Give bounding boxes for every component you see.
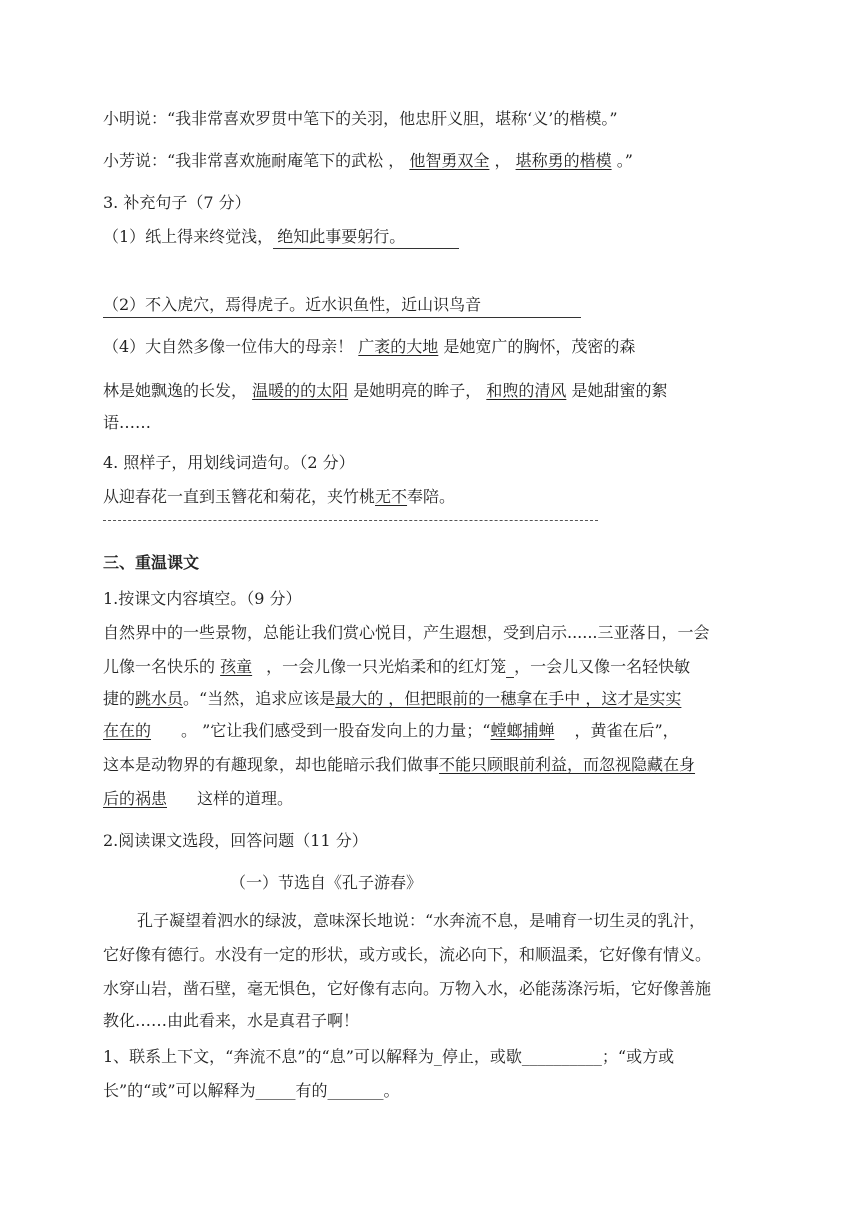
passage-text: 。“当然，追求应该是 bbox=[183, 689, 336, 708]
answer-blank: 孩童 bbox=[220, 657, 253, 676]
reading-line-2: 它好像有德行。水没有一定的形状，或方或长，流必向下，和顺温柔，它好像有情义。 bbox=[103, 945, 712, 964]
passage-text: ，一会儿像一只光焰柔和的红灯笼 bbox=[266, 657, 507, 676]
answer-blank: 温暖的的太阳 bbox=[252, 381, 349, 400]
passage-text: 。 ”它让我们感受到一股奋发向上的力量；“ bbox=[181, 721, 491, 740]
example-text: 从迎春花一直到玉簪花和菊花，夹竹桃 bbox=[103, 487, 376, 506]
prompt-text: 是她明亮的眸子， bbox=[353, 381, 482, 400]
answer-blank: 螳螂捕蝉 bbox=[490, 721, 555, 740]
prompt-text: （1）纸上得来终觉浅， bbox=[103, 227, 274, 246]
reading-line-3: 水穿山岩，凿石壁，毫无惧色，它好像有志向。万物入水，必能荡涤污垢，它好像善施 bbox=[103, 979, 712, 998]
passage-text: ，黄雀在后”， bbox=[574, 721, 679, 740]
answer-blank: 最大的 ，但把眼前的一穗拿在手中 ，这才是实实 bbox=[335, 689, 682, 708]
answer-blank: 后的祸患 bbox=[103, 789, 168, 808]
passage-line-5 bbox=[103, 754, 695, 776]
question-3-item-4-line1 bbox=[103, 336, 635, 358]
answer-blank: 在在的 bbox=[103, 721, 152, 740]
answer-blank: 广袤的大地 bbox=[358, 337, 439, 356]
section-3-question-2: 2.阅读课文选段，回答问题（11 分） bbox=[103, 831, 368, 850]
passage-line-4 bbox=[103, 720, 679, 742]
dialogue-xiaoming: 小明说：“我非常喜欢罗贯中笔下的关羽，他忠肝义胆，堪称‘义’的楷模。” bbox=[103, 109, 618, 128]
question-3-item-2 bbox=[103, 294, 581, 318]
answer-blank: 跳水员 bbox=[135, 689, 184, 708]
prompt-text: 林是她飘逸的长发， bbox=[103, 381, 248, 400]
question-3-item-4-line2 bbox=[103, 380, 667, 402]
prompt-text: 是她甜蜜的絮 bbox=[571, 381, 668, 400]
passage-text: 这样的道理。 bbox=[197, 789, 294, 808]
passage-line-3 bbox=[103, 688, 681, 710]
section-3-question-1: 1.按课文内容填空。（9 分） bbox=[103, 589, 302, 608]
answer-blank bbox=[506, 659, 514, 678]
reading-question-1-line-1: 1、联系上下文，“奔流不息”的“息”可以解释为_停止，或歇__________；“或方或 bbox=[103, 1047, 675, 1066]
passage-line-6 bbox=[103, 788, 293, 810]
reading-line-1: 孔子凝望着泗水的绿波，意味深长地说：“水奔流不息，是哺育一切生灵的乳汁， bbox=[137, 911, 706, 930]
answer-line bbox=[103, 520, 598, 521]
dialogue-text: ， bbox=[494, 151, 511, 170]
question-3-item-1 bbox=[103, 226, 459, 249]
question-3-heading: 3. 补充句子（7 分） bbox=[103, 193, 251, 212]
question-4-example bbox=[103, 486, 455, 508]
underlined-word: 无不 bbox=[375, 487, 408, 506]
passage-text: 儿像一名快乐的 bbox=[103, 657, 216, 676]
prompt-text: （4）大自然多像一位伟大的母亲！ bbox=[103, 337, 354, 356]
dialogue-text: 。” bbox=[616, 151, 633, 170]
answer-blank: 不能只顾眼前利益，而忽视隐藏在身 bbox=[439, 755, 696, 774]
answer-blank: 和煦的清风 bbox=[486, 381, 567, 400]
section-3-title: 三、重温课文 bbox=[103, 553, 200, 572]
passage-text: ，一会儿又像一名轻快敏 bbox=[514, 657, 691, 676]
question-4-heading: 4. 照样子，用划线词造句。（2 分） bbox=[103, 453, 355, 472]
prompt-text: （2）不入虎穴，焉得虎子。近水识鱼性，近山识鸟音 bbox=[103, 295, 482, 314]
reading-line-4: 教化……由此看来，水是真君子啊！ bbox=[103, 1011, 360, 1030]
answer-blank: 绝知此事要躬行。 bbox=[273, 226, 459, 249]
passage-line-2 bbox=[103, 656, 690, 678]
answer-blank: 他智勇双全 bbox=[409, 151, 490, 170]
answer-blank: 堪称勇的楷模 bbox=[515, 151, 612, 170]
dialogue-text: 小芳说：“我非常喜欢施耐庵笔下的武松 ， bbox=[103, 151, 405, 170]
question-3-item-4-line3: 语…… bbox=[103, 413, 152, 432]
example-text: 奉陪。 bbox=[407, 487, 456, 506]
prompt-text: 是她宽广的胸怀，茂密的森 bbox=[443, 337, 636, 356]
passage-line-1: 自然界中的一些景物，总能让我们赏心悦目，产生遐想，受到启示......三亚落日，一会 bbox=[103, 623, 710, 642]
passage-text: 捷的 bbox=[103, 689, 136, 708]
dialogue-xiaofang bbox=[103, 150, 633, 172]
reading-subtitle: （一）节选自《孔子游春》 bbox=[230, 873, 423, 892]
passage-text: 这本是动物界的有趣现象，却也能暗示我们做事 bbox=[103, 755, 440, 774]
reading-question-1-line-2: 长”的“或”可以解释为_____有的_______。 bbox=[103, 1081, 400, 1100]
